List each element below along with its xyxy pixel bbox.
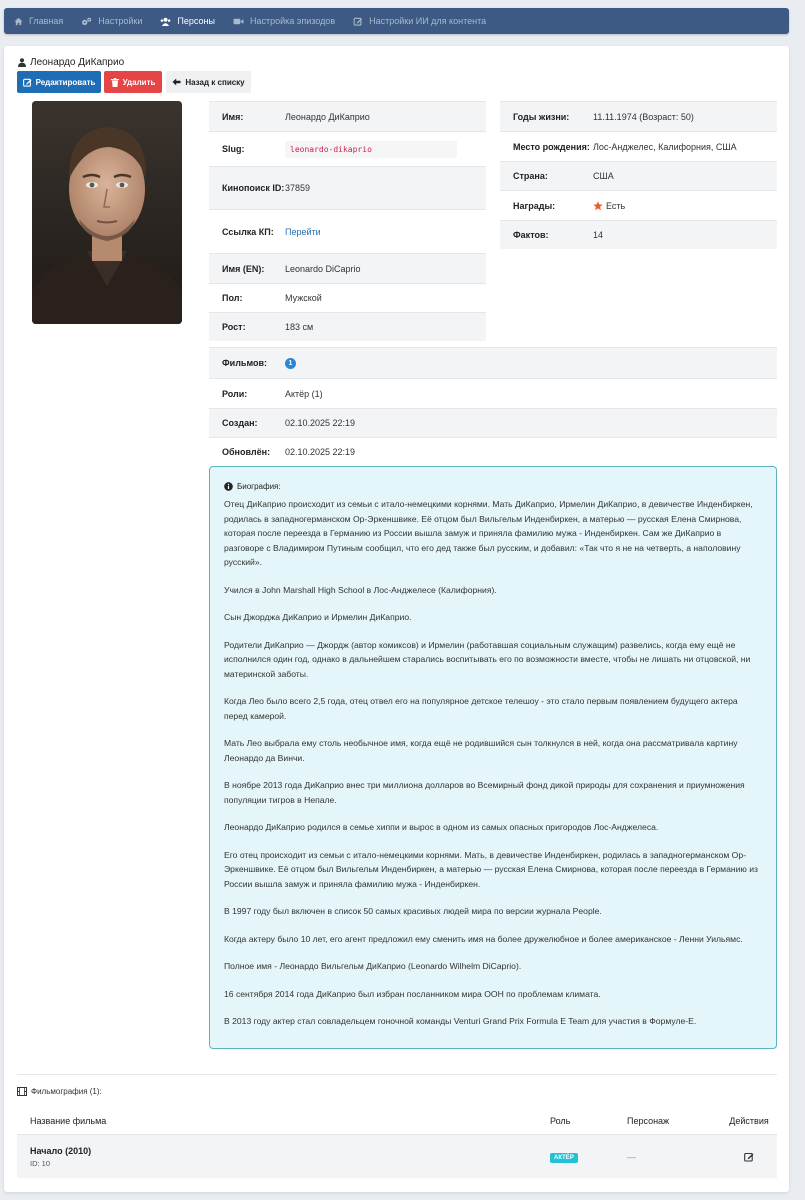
nav-item-settings[interactable]: [81, 16, 142, 26]
page-title: [18, 57, 124, 68]
table-row: [17, 1134, 777, 1178]
edit-button-label: Редактировать: [35, 77, 96, 87]
detail-row-gender: [209, 283, 486, 312]
info-circle-icon: [224, 482, 233, 491]
home-icon: [14, 17, 23, 26]
nav-item-home[interactable]: [14, 16, 63, 26]
detail-value: 14: [593, 230, 604, 240]
detail-row-life-years: [500, 101, 777, 131]
detail-value: Актёр (1): [285, 388, 323, 399]
kinopoisk-link[interactable]: Перейти: [285, 226, 321, 237]
detail-value: США: [593, 171, 614, 181]
trash-icon: [111, 78, 119, 87]
bio-paragraph: Полное имя - Леонардо Вильгельм ДиКаприо (Leonardo Wilhelm DiCaprio).: [224, 961, 522, 971]
detail-label: Роли:: [222, 388, 248, 399]
detail-value: 02.10.2025 22:19: [285, 447, 356, 457]
nav-item-ai-settings[interactable]: [353, 16, 486, 26]
detail-label: Кинопоиск ID:: [222, 183, 285, 193]
detail-row-height: [209, 312, 486, 341]
details-right-table: [500, 101, 777, 249]
delete-button[interactable]: [104, 71, 162, 93]
detail-row-kinopoisk-id: [209, 166, 486, 209]
detail-value: 02.10.2025 22:19: [285, 418, 356, 428]
edit-icon: [23, 78, 32, 87]
detail-label: Создан:: [222, 418, 258, 428]
detail-row-created: [209, 408, 777, 437]
detail-value: 183 см: [285, 322, 314, 332]
nav-item-home-label: Главная: [29, 16, 64, 26]
edit-film-button[interactable]: [721, 1152, 777, 1162]
film-icon: [17, 1087, 27, 1096]
detail-label: Фильмов:: [222, 358, 268, 368]
detail-value: Лос-Анджелес, Калифорния, США: [593, 141, 737, 152]
delete-button-label: Удалить: [122, 77, 156, 87]
details-left-table: [209, 101, 486, 341]
detail-value: Мужской: [285, 293, 322, 303]
bio-paragraph: Учился в John Marshall High School в Лос-Анджелесе (Калифорния).: [224, 584, 497, 595]
detail-label: Рост:: [222, 322, 246, 332]
filmography-title-label: Фильмография (1):: [31, 1087, 102, 1096]
biography-panel: [209, 466, 777, 1049]
films-count-badge: 1: [285, 358, 296, 369]
person-name-heading: Леонардо ДиКаприо: [30, 57, 125, 68]
film-id: ID: 10: [30, 1158, 51, 1168]
star-icon: [593, 201, 603, 211]
section-divider: [17, 1074, 777, 1075]
detail-value: 11.11.1974 (Возраст: 50): [593, 111, 694, 122]
detail-label: Slug:: [222, 144, 245, 154]
nav-item-settings-label: Настройки: [98, 16, 143, 26]
bio-paragraph: В 1997 году был включен в список 50 самых красивых людей мира по версии журнала People.: [224, 906, 602, 916]
detail-label: Награды:: [513, 200, 556, 211]
bio-paragraph: Его отец происходит из семьи с итало-немецкими корнями. Мать, в девичестве Инденбиркен, родилась в западногерманском Ор-Эркеншвике. Её отцом был Вильгельм Инденбиркен, а матерью — русская Елена Смирнова, которая после переезда в Германию из России вышла замуж и приняла фамилию мужа - Инденбиркен.: [224, 849, 758, 889]
bio-paragraph: Родители ДиКаприо — Джордж (автор комиксов) и Ирмелин (работавшая социальным служащим) развелись, когда ему ещё не исполнился один год, однако в дальнейшем старались воспитывать его по возможности вместе, чтобы не лишать ни отцовской, ни материнской заботы.: [224, 639, 751, 679]
edit-icon: [353, 17, 363, 26]
edit-icon: [744, 1152, 754, 1162]
bio-paragraph: 16 сентября 2014 года ДиКаприо был избран посланником мира ООН по проблемам климата.: [224, 988, 601, 999]
back-button-label: Назад к списку: [185, 77, 245, 87]
nav-item-episodes-label: Настройка эпизодов: [249, 16, 336, 26]
slug-value: leonardo-dikaprio: [285, 141, 457, 158]
details-full-table: [209, 347, 777, 466]
detail-value: Леонардо ДиКаприо: [285, 111, 370, 122]
biography-title-label: Биография:: [237, 482, 281, 491]
back-to-list-button[interactable]: [166, 71, 251, 93]
detail-label: Место рождения:: [513, 141, 590, 152]
arrow-left-icon: [172, 78, 181, 86]
role-badge: АКТЁР: [550, 1153, 578, 1163]
person-card: [4, 46, 789, 1192]
column-header-actions: Действия: [729, 1116, 769, 1126]
detail-label: Обновлён:: [222, 447, 271, 457]
column-header-role: Роль: [550, 1116, 571, 1126]
detail-row-roles: [209, 378, 777, 408]
detail-value: Leonardo DiCaprio: [285, 263, 361, 274]
biography-title: [224, 482, 762, 491]
column-header-film: Название фильма: [30, 1116, 107, 1126]
awards-value: Есть: [606, 200, 626, 211]
character-value: —: [627, 1151, 636, 1162]
person-photo: [32, 101, 182, 324]
table-header-row: [17, 1108, 777, 1134]
user-icon: [18, 58, 26, 67]
bio-paragraph: В 2013 году актер стал совладельцем гоночной команды Venturi Grand Prix Formula E Team для участия в Формуле-E.: [224, 1016, 697, 1026]
bio-paragraph: Мать Лео выбрала ему столь необычное имя, когда ещё не родившийся сын толкнулся в ней, когда она рассматривала картину Леонардо да Винчи.: [224, 738, 738, 763]
top-navbar: [4, 8, 789, 34]
detail-row-birthplace: [500, 131, 777, 161]
bio-paragraph: Леонардо ДиКаприо родился в семье хиппи и вырос в одном из самых опасных пригородов Лос-Анджелеса.: [224, 822, 659, 832]
bio-paragraph: Отец ДиКаприо происходит из семьи с итало-немецкими корнями. Мать ДиКаприо, Ирмелин ДиКаприо, в девичестве Инденбиркен, родилась в западногерманском Ор-Эркеншвике. Её отцом был Вильгельм Инденбиркен, а матерью — русская Елена Смирнова, которая после переезда в Германию из России вышла замуж и приняла фамилию мужа - Инденбиркен. Сам же ДиКаприо в разговоре с Владимиром Путиным сообщил, что его дед также был русским, и добавил: «Так что я не на четверть, а наполовину русский».: [224, 499, 753, 567]
bio-paragraph: В ноябре 2013 года ДиКаприо внес три миллиона долларов во Всемирный фонд дикой природы для сохранения и приумножения популяции тигров в Непале.: [224, 780, 745, 805]
detail-row-updated: [209, 437, 777, 466]
detail-row-kp-link: [209, 209, 486, 253]
bio-paragraph: Когда Лео было всего 2,5 года, отец отвел его на популярное детское телешоу - это стало первым появлением будущего актера перед камерой.: [224, 696, 738, 721]
detail-row-slug: [209, 131, 486, 166]
detail-value: 37859: [285, 183, 311, 193]
users-icon: [160, 17, 171, 26]
nav-item-episodes[interactable]: [233, 16, 335, 26]
nav-item-persons[interactable]: [160, 16, 215, 26]
cogs-icon: [81, 17, 92, 26]
detail-label: Имя:: [222, 111, 244, 122]
detail-row-name: [209, 101, 486, 131]
detail-row-films: [209, 347, 777, 378]
film-title: Начало (2010): [30, 1145, 92, 1156]
detail-label: Ссылка КП:: [222, 226, 274, 237]
detail-label: Годы жизни:: [513, 111, 570, 122]
detail-row-awards: [500, 190, 777, 220]
bio-paragraph: Когда актеру было 10 лет, его агент предложил ему сменить имя на более дружелюбное и более американское - Ленни Уильямс.: [224, 933, 743, 944]
nav-item-ai-settings-label: Настройки ИИ для контента: [369, 16, 487, 26]
detail-label: Имя (EN):: [222, 263, 265, 274]
nav-item-persons-label: Персоны: [177, 16, 215, 26]
edit-button[interactable]: [17, 71, 101, 93]
bio-paragraph: Сын Джорджа ДиКаприо и Ирмелин ДиКаприо.: [224, 612, 412, 622]
column-header-character: Персонаж: [627, 1116, 670, 1126]
detail-label: Пол:: [222, 293, 243, 303]
video-icon: [233, 17, 244, 26]
detail-row-facts: [500, 220, 777, 249]
filmography-title: [17, 1087, 102, 1096]
detail-row-country: [500, 161, 777, 190]
filmography-table: [17, 1108, 777, 1178]
detail-label: Страна:: [513, 171, 548, 181]
detail-row-name-en: [209, 253, 486, 283]
detail-label: Фактов:: [513, 230, 549, 240]
